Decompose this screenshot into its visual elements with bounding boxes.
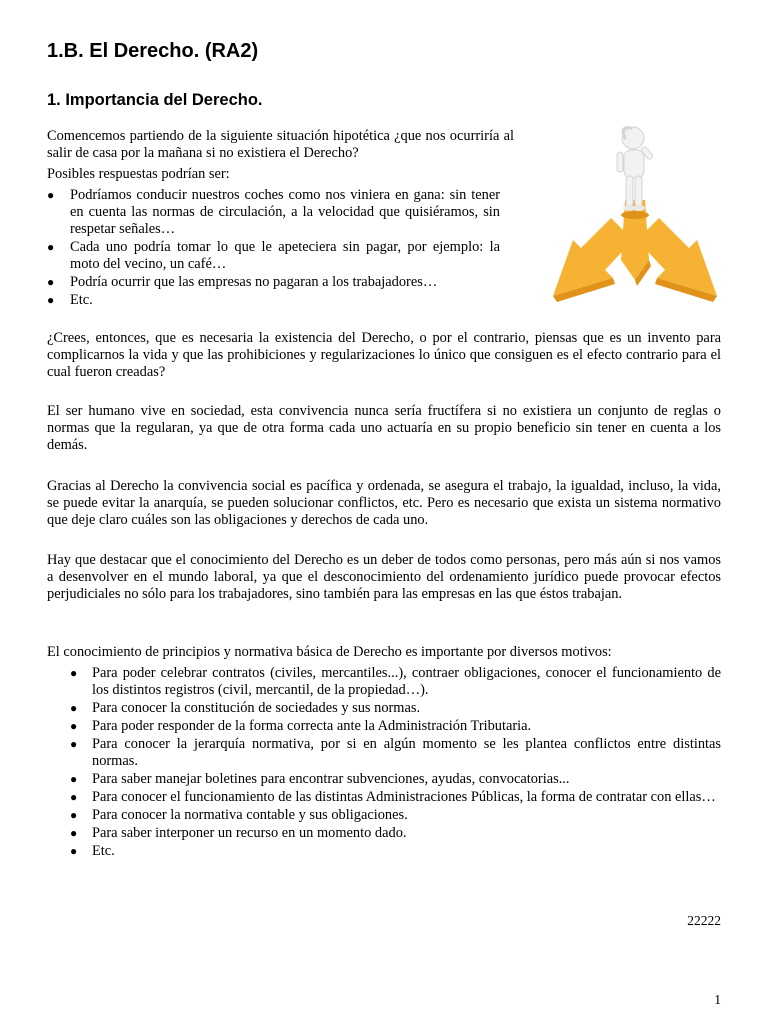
list-item: ● Etc. xyxy=(70,843,115,859)
list-item: ● Podría ocurrir que las empresas no pagaran a los trabajadores… xyxy=(47,274,438,290)
section-title: 1. Importancia del Derecho. xyxy=(47,91,263,109)
reasons-list xyxy=(70,665,721,861)
paragraph: El conocimiento de principios y normativa básica de Derecho es importante por diversos motivos: xyxy=(47,644,612,660)
list-item: ● Para conocer la normativa contable y sus obligaciones. xyxy=(70,807,408,823)
list-item: ● Para conocer la jerarquía normativa, por si en algún momento se les plantea conflictos entre distintas normas. xyxy=(70,736,721,769)
list-item: ● Para poder celebrar contratos (civiles, mercantiles...), contraer obligaciones, conocer el funcionamiento de los distintos registros (civil, mercantil, de la propiedad…). xyxy=(70,665,721,698)
responses-intro: Posibles respuestas podrían ser: xyxy=(47,166,230,182)
footer-code: 22222 xyxy=(687,913,721,928)
crossroads-illustration xyxy=(545,120,725,310)
responses-list xyxy=(47,187,500,310)
page-title: 1.B. El Derecho. (RA2) xyxy=(47,40,259,62)
paragraph: Gracias al Derecho la convivencia social es pacífica y ordenada, se asegura el trabajo, la igualdad, incluso, la vida, se puede evitar la anarquía, se pueden solucionar conflictos, etc. Pero es necesario que exista un sistema normativo que deje claro cuáles son las obligaciones y derechos de cada uno. xyxy=(47,478,721,528)
paragraph: ¿Crees, entonces, que es necesaria la existencia del Derecho, o por el contrario, piensas que es un invento para complicarnos la vida y que las prohibiciones y regularizaciones lo único que consiguen es el efecto contrario para el cual fueron creadas? xyxy=(47,330,721,380)
intro-paragraph: Comencemos partiendo de la siguiente situación hipotética ¿que nos ocurriría al salir de casa por la mañana si no existiera el Derecho? xyxy=(47,128,514,161)
person-at-crossroads-icon xyxy=(545,120,725,310)
list-item: ● Para conocer el funcionamiento de las distintas Administraciones Públicas, la forma de contratar con ellas… xyxy=(70,789,716,805)
list-item: ● Para saber manejar boletines para encontrar subvenciones, ayudas, convocatorias... xyxy=(70,771,570,787)
list-item: ● Para poder responder de la forma correcta ante la Administración Tributaria. xyxy=(70,718,532,734)
list-item: ● Para saber interponer un recurso en un momento dado. xyxy=(70,825,407,841)
list-item: ● Etc. xyxy=(47,292,93,308)
list-item: ● Cada uno podría tomar lo que le apeteciera sin pagar, por ejemplo: la moto del vecino, un café… xyxy=(47,239,500,272)
paragraph: El ser humano vive en sociedad, esta convivencia nunca sería fructífera si no existiera un conjunto de reglas o normas que la regularan, ya que de otra forma cada uno actuaría en su propio beneficio sin tener en cuenta a los demás. xyxy=(47,403,721,453)
list-item: ● Para conocer la constitución de sociedades y sus normas. xyxy=(70,700,421,716)
paragraph: Hay que destacar que el conocimiento del Derecho es un deber de todos como personas, pero más aún si nos vamos a desenvolver en el mundo laboral, ya que el desconocimiento del ordenamiento jurídico puede provocar efectos perjudiciales no sólo para los trabajadores, sino también para las empresas en las que éstos trabajan. xyxy=(47,552,721,602)
page-number: 1 xyxy=(714,992,721,1007)
list-item: ● Podríamos conducir nuestros coches como nos viniera en gana: sin tener en cuenta las normas de circulación, a la velocidad que quisiéramos, sin respetar señales… xyxy=(47,187,500,237)
